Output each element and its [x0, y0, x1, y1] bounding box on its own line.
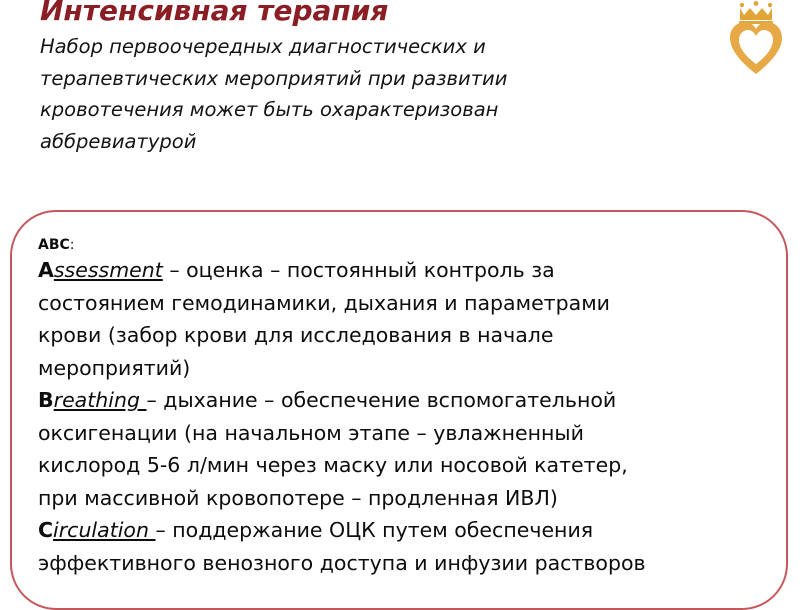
assessment-text: – оценка – постоянный контроль за	[162, 258, 555, 282]
circulation-text: – поддержание ОЦК путем обеспечения	[155, 518, 594, 542]
breathing-line: при массивной кровопотере – продленная ИВЛ)	[38, 485, 558, 510]
breathing-text: – дыхание – обеспечение вспомогательной	[146, 388, 617, 412]
assessment-line: состоянием гемодинамики, дыхания и параметрами	[38, 290, 610, 315]
subtitle-line: терапевтических мероприятий при развитии	[40, 66, 508, 90]
breathing-line	[38, 384, 788, 417]
crown-heart-logo-icon	[728, 0, 784, 78]
abc-label: ABC	[38, 237, 70, 253]
subtitle-line: Набор первоочередных диагностических и	[40, 35, 486, 58]
abc-description	[38, 228, 788, 600]
slide-subtitle	[40, 31, 680, 157]
subtitle-line: аббревиатурой	[40, 129, 197, 153]
assessment-line: крови (забор крови для исследования в начале	[38, 323, 554, 347]
breathing-line: оксигенации (на начальном этапе – увлажненный	[38, 420, 584, 445]
abc-colon: :	[69, 237, 75, 253]
assessment-initial: A	[38, 258, 54, 282]
circulation-word: irculation	[53, 518, 156, 542]
circulation-line	[38, 514, 788, 547]
circulation-initial: C	[38, 518, 54, 542]
slide-title: Интенсивная терапия	[40, 0, 389, 27]
subtitle-line: кровотечения может быть охарактеризован	[40, 98, 499, 121]
assessment-line	[38, 254, 788, 287]
breathing-initial: B	[38, 388, 54, 412]
abc-heading	[38, 236, 788, 254]
assessment-word: ssessment	[53, 258, 163, 282]
breathing-word: reathing	[53, 388, 147, 412]
breathing-line: кислород 5-6 л/мин через маску или носовой катетер,	[38, 453, 628, 477]
assessment-line: мероприятий)	[38, 355, 191, 380]
circulation-line: эффективного венозного доступа и инфузии растворов	[38, 550, 646, 575]
